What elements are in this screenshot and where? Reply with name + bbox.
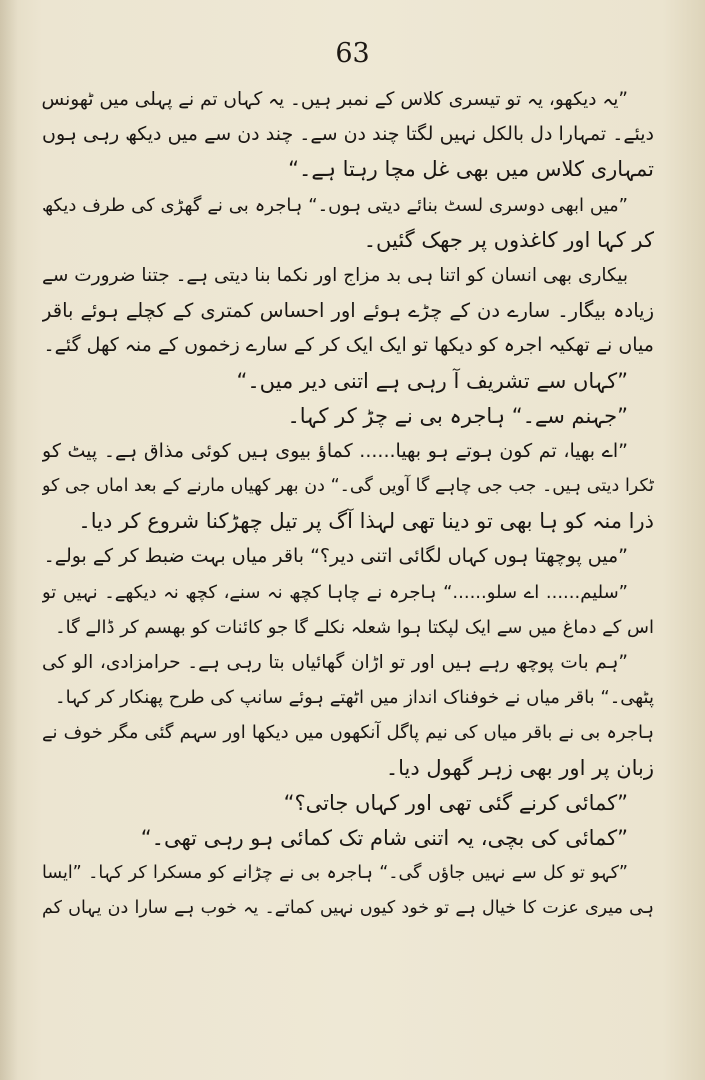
page-number: 63 <box>335 38 370 69</box>
urdu-text-body <box>42 82 654 927</box>
text-line: ٹکرا دیتی ہیں۔ جب جی چاہے گا آویں گی۔“ دن بھر کھیاں مارنے کے بعد اماں جی کو <box>42 476 654 497</box>
page-gutter-shadow <box>0 0 18 1080</box>
text-line: ”میں ابھی دوسری لسٹ بنائے دیتی ہوں۔“ ہاجرہ بی نے گھڑی کی طرف دیکھ <box>42 194 628 216</box>
text-line: کر کہا اور کاغذوں پر جھک گئیں۔ <box>363 227 654 252</box>
text-line: ”میں پوچھتا ہوں کہاں لگائی اتنی دیر؟“ باقر میاں بہت ضبط کر کے بولے۔ <box>43 545 628 568</box>
text-line: ”ہم بات پوچھ رہے ہیں اور تو اڑان گھائیاں بتا رہی ہے۔ حرامزادی، الو کی <box>42 652 628 673</box>
text-line: ذرا منہ کو ہا بھی تو دینا تھی لہذا آگ پر تیل چھڑکنا شروع کر دیا۔ <box>78 509 654 534</box>
text-line: ”اے بھیا، تم کون ہوتے ہو بھیا...... کماؤ بیوی ہیں کوئی مذاق ہے۔ پیٹ کو <box>42 439 628 462</box>
text-line: اس کے دماغ میں سے ایک لپکتا ہوا شعلہ نکلے گا جو کائنات کو بھسم کر ڈالے گا۔ <box>55 616 654 638</box>
text-line: میاں نے تھکیہ اجرہ کو دیکھا تو ایک ایک کر کے سارے زخموں کے منہ کھل گئے۔ <box>43 334 654 357</box>
text-line: زیادہ بیگار۔ سارے دن کے چڑے ہوئے اور احساس کمتری کے کچلے ہوئے باقر <box>42 299 654 323</box>
text-line: ”کہو تو کل سے نہیں جاؤں گی۔“ ہاجرہ بی نے چڑانے کو مسکرا کر کہا۔ ”ایسا <box>42 863 628 884</box>
text-line: تمہاری کلاس میں بھی غل مچا رہتا ہے۔“ <box>288 157 654 182</box>
text-line: ”جہنم سے۔“ ہاجرہ بی نے چڑ کر کہا۔ <box>287 403 628 428</box>
text-line: بیکاری بھی انسان کو اتنا ہی بد مزاج اور نکما بنا دیتی ہے۔ جتنا ضرورت سے <box>42 264 628 286</box>
text-line: ”کمائی کی بچی، یہ اتنی شام تک کمائی ہو رہی تھی۔“ <box>140 825 628 850</box>
text-line: ”کہاں سے تشریف آ رہی ہے اتنی دیر میں۔“ <box>236 368 628 393</box>
text-line: پٹھی۔“ باقر میاں نے خوفناک انداز میں اٹھتے ہوئے سانپ کی طرح پھنکار کر کہا۔ <box>55 687 654 709</box>
text-line: ”یہ دیکھو، یہ تو تیسری کلاس کے نمبر ہیں۔ یہ کہاں تم نے پہلی میں ٹھونس <box>42 89 628 110</box>
text-line: ”سلیم...... اے سلو......“ ہاجرہ نے چاہا کچھ نہ سنے، کچھ نہ دیکھے۔ نہیں تو <box>42 581 628 603</box>
text-line: دیئے۔ تمہارا دل بالکل نہیں لگتا چند دن سے۔ چند دن سے میں دیکھ رہی ہوں <box>42 123 654 146</box>
text-line: ہاجرہ بی نے باقر میاں کی نیم پاگل آنکھوں میں دیکھا اور سہم گئی مگر خوف نے <box>42 722 654 744</box>
text-line: ہی میری عزت کا خیال ہے تو خود کیوں نہیں کماتے۔ یہ خوب ہے سارا دن یہاں کم <box>42 898 654 919</box>
text-line: زبان پر اور بھی زہر گھول دیا۔ <box>385 755 654 780</box>
text-line: ”کمائی کرنے گئی تھی اور کہاں جاتی؟“ <box>283 790 628 815</box>
